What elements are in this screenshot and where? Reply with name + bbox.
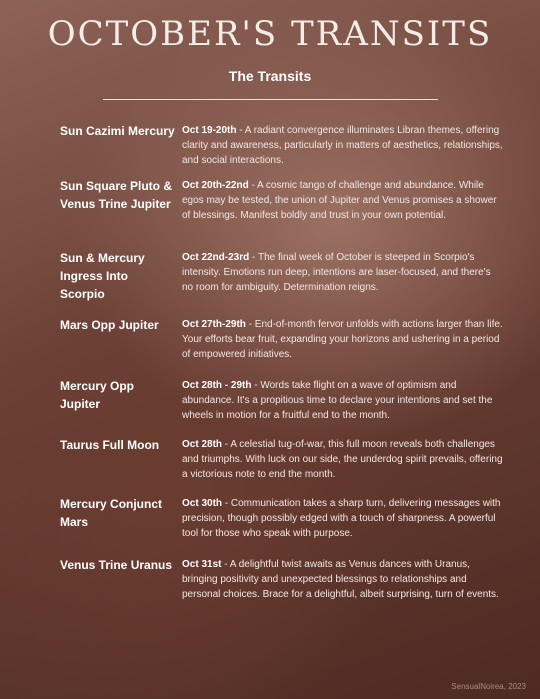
transit-description <box>182 178 504 223</box>
transit-name: Mars Opp Jupiter <box>60 318 159 332</box>
transit-description <box>182 250 504 295</box>
divider <box>103 99 438 100</box>
transit-date: Oct 22nd-23rd <box>182 252 250 263</box>
section-subtitle: The Transits <box>228 68 312 84</box>
transit-description <box>182 496 504 541</box>
transit-text: - A radiant convergence illuminates Libran themes, offering clarity and awareness, particularly in matters of aesthetics, relationships, and social interactions. <box>182 125 503 166</box>
transit-text: - Words take flight on a wave of optimism and abundance. It's a propitious time to declare your intentions and set the wheels in motion for a fruitful end to the month. <box>182 380 493 421</box>
transit-text: - Communication takes a sharp turn, delivering messages with precision, though possibly edged with a touch of sharpness. A powerful tool for those who speak with purpose. <box>182 498 501 539</box>
transit-name: Sun Cazimi Mercury <box>60 124 175 138</box>
transit-text: - End-of-month fervor unfolds with actions larger than life. Your efforts bear fruit, expanding your horizons and ushering in a period of empowered initiatives. <box>182 319 503 360</box>
transit-date: Oct 30th <box>182 498 223 509</box>
transit-description <box>182 123 504 168</box>
transit-text: - A cosmic tango of challenge and abundance. While egos may be tested, the union of Jupiter and Venus promises a shower of blessings. Manifest boldly and trust in your own potential. <box>182 180 497 221</box>
transit-date: Oct 20th-22nd <box>182 180 249 191</box>
transit-name: Venus Trine Uranus <box>60 558 173 572</box>
transit-date: Oct 19-20th <box>182 125 237 136</box>
transit-date: Oct 31st <box>182 559 222 570</box>
transit-name: Mercury Opp Jupiter <box>60 379 135 411</box>
transit-name: Taurus Full Moon <box>60 438 160 452</box>
transit-text: - A celestial tug-of-war, this full moon reveals both challenges and triumphs. With luck on our side, the underdog spirit prevails, offering a victorious note to end the month. <box>182 439 503 480</box>
transit-name: Sun & Mercury Ingress Into Scorpio <box>60 251 145 301</box>
transit-description <box>182 317 504 362</box>
transit-date: Oct 28th - 29th <box>182 380 252 391</box>
footer-credit: SensualNoirea, 2023 <box>451 682 526 691</box>
page-title: OCTOBER'S TRANSITS <box>47 14 493 54</box>
transit-text: - The final week of October is steeped in Scorpio's intensity. Emotions run deep, intentions are laser-focused, and there's no room for ambiguity. Determination reigns. <box>182 252 491 293</box>
transit-description <box>182 437 504 482</box>
transit-description <box>182 557 504 602</box>
transit-date: Oct 27th-29th <box>182 319 246 330</box>
transit-text: - A delightful twist awaits as Venus dances with Uranus, bringing positivity and unexpected blessings to relationships and personal choices. Brace for a delightful, albeit surprising, turn of events. <box>182 559 499 600</box>
transit-description <box>182 378 504 423</box>
transit-date: Oct 28th <box>182 439 223 450</box>
transit-name: Mercury Conjunct Mars <box>60 497 163 529</box>
transit-name: Sun Square Pluto & Venus Trine Jupiter <box>60 179 173 211</box>
